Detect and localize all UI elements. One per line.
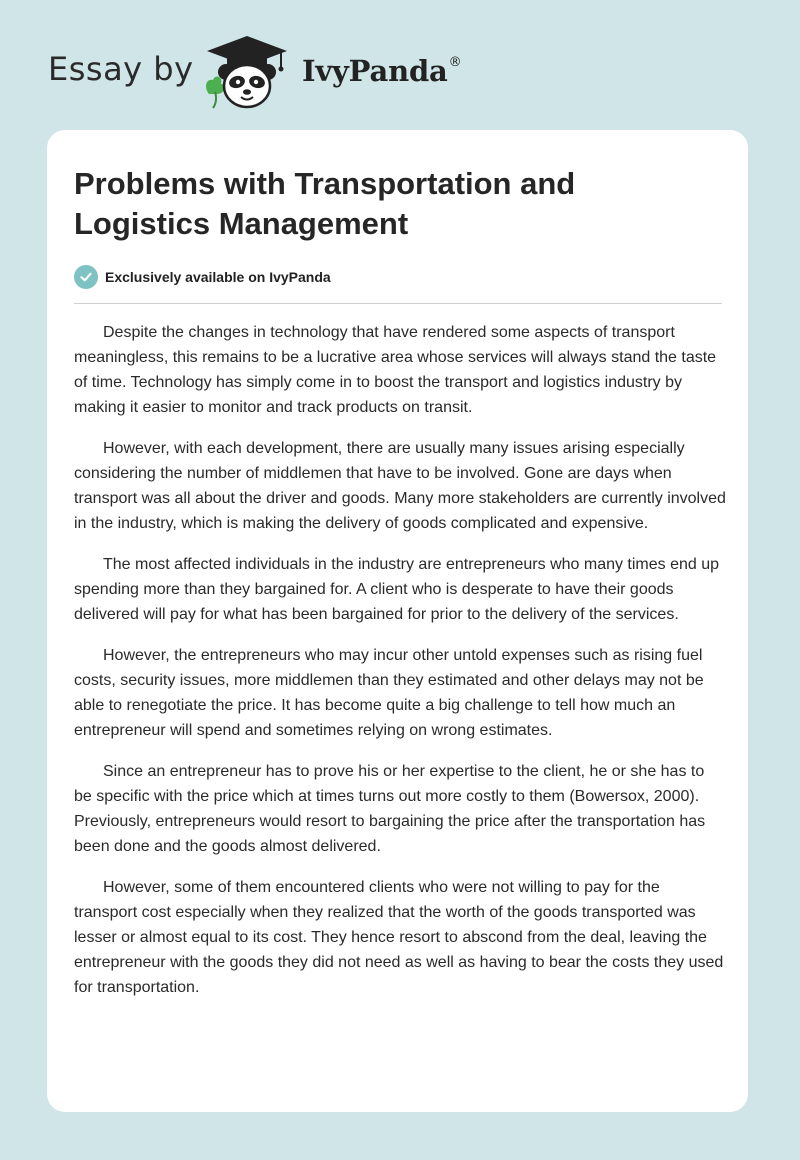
site-header: [48, 32, 508, 112]
brand-name[interactable]: [302, 54, 461, 88]
paragraph: Despite the changes in technology that have rendered some aspects of transport meaningless, this remains to be a lucrative area whose services will always stand the taste of time. Technology has simply come in to boost the transport and logistics industry by making it easier to monitor and track products on transit.: [74, 324, 717, 416]
paragraph: However, with each development, there are usually many issues arising especially considering the number of middlemen that have to be involved. Gone are days when transport was all about the driver and goods. Many more stakeholders are currently involved in the industry, which is making the delivery of goods complicated and expensive.: [74, 440, 726, 532]
article-body: [74, 320, 726, 1016]
essay-by-label: Essay by: [48, 50, 194, 88]
paragraph: The most affected individuals in the industry are entrepreneurs who many times end up spending more than they bargained for. A client who is desperate to have their goods delivered will pay for what has been bargained for prior to the delivery of the services.: [74, 556, 720, 623]
exclusive-label: Exclusively available on IvyPanda: [105, 269, 331, 285]
check-icon: [74, 265, 98, 289]
paragraph: However, the entrepreneurs who may incur other untold expenses such as rising fuel costs, security issues, more middlemen than they estimated and other delays may not be able to renegotiate the price. It has become quite a big challenge to tell how much an entrepreneur will spend and sometimes relying on wrong estimates.: [74, 647, 704, 739]
article-title: Problems with Transportation and Logistics Management: [74, 166, 576, 241]
registered-mark: ®: [448, 55, 462, 71]
paragraph: However, some of them encountered clients who were not willing to pay for the transport cost especially when they realized that the worth of the goods transported was lesser or almost equal to its cost. They hence resort to abscond from the deal, leaving the entrepreneur with the goods they did not need as well as having to bear the costs they used for transportation.: [74, 879, 724, 996]
exclusive-badge: [74, 264, 331, 290]
paragraph: Since an entrepreneur has to prove his or her expertise to the client, he or she has to be specific with the price which at times turns out more costly to them (Bowersox, 2000). Previously, entrepreneurs would resort to bargaining the price after the transportation has been done and the goods almost delivered.: [74, 763, 706, 855]
ivy-leaf-icon: [206, 77, 224, 94]
divider: [74, 303, 722, 304]
panda-graduate-icon[interactable]: [201, 34, 293, 110]
brand-text: IvyPanda: [302, 54, 448, 88]
article-card: [47, 130, 748, 1112]
